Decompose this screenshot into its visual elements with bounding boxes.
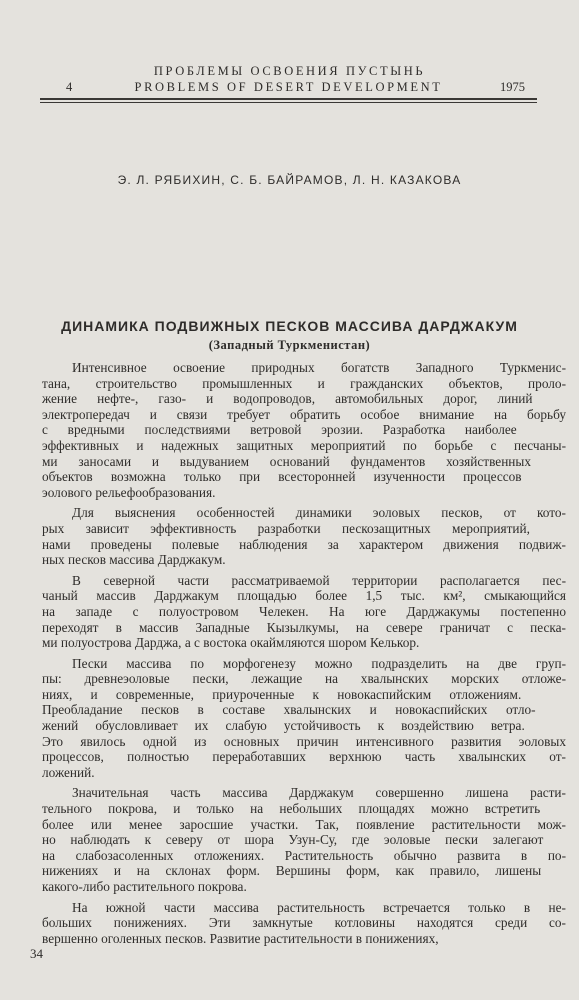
paragraph-line: жение нефте-, газо- и водопроводов, автомобильных дорог, линий — [42, 391, 533, 407]
paragraph-line: чаный массив Дарджакум площадью более 1,5 тыс. км², смыкающийся — [42, 588, 566, 604]
article-authors: Э. Л. РЯБИХИН, С. Б. БАЙРАМОВ, Л. Н. КАЗАКОВА — [117, 173, 462, 187]
paragraph-line: В северной части рассматриваемой территории располагается пес- — [72, 572, 567, 588]
paragraph-line: Для выяснения особенностей динамики эоловых песков, от кото- — [72, 505, 566, 521]
paragraph-line: процессов, полностью переработавших верхнюю часть хвалынских от- — [42, 749, 566, 765]
paragraph-line: ниях, и современные, приуроченные к новокаспийским отложениям. — [42, 686, 522, 702]
paragraph-line: Интенсивное освоение природных богатств Западного Туркменис- — [72, 360, 567, 375]
paragraph-line: рых зависит эффективность разработки пескозащитных мероприятий, — [42, 520, 530, 536]
header-rule-thick — [40, 98, 537, 100]
publication-year: 1975 — [500, 80, 525, 94]
paragraph-line: тана, строительство промышленных и гражданских объектов, проло- — [42, 375, 567, 391]
paragraph-line: эффективных и надежных защитных мероприятий по борьбе с песчаны- — [42, 437, 566, 453]
paragraph-line: объектов возможна только при всесторонней изученности процессов — [42, 469, 522, 485]
paragraph-line: ложений. — [42, 764, 95, 780]
paragraph-line: какого-либо растительного покрова. — [42, 879, 247, 894]
paragraph-line: эолового рельефообразования. — [42, 484, 216, 500]
paragraph-line: ми заносами и выдуванием оснований фундаментов хозяйственных — [42, 453, 532, 469]
paragraph-line: Это явилось одной из основных причин интенсивного развития эоловых — [42, 733, 566, 749]
paragraph-line: тельного покрова, и только на небольших площадях можно встретить — [42, 801, 541, 817]
article-body — [42, 360, 566, 946]
paragraph-line: Значительная часть массива Дарджакум совершенно лишена расти- — [72, 785, 566, 801]
paragraph-line: вершенно оголенных песков. Развитие растительности в понижениях, — [42, 930, 439, 946]
article-title: ДИНАМИКА ПОДВИЖНЫХ ПЕСКОВ МАССИВА ДАРДЖАКУМ — [61, 318, 518, 334]
paragraph-line: Преобладание песков в составе хвалынских и новокаспийских отло- — [42, 702, 536, 718]
issue-number: 4 — [66, 80, 73, 94]
paragraph-line: жений обусловливает их слабую устойчивость к воздействию ветра. — [42, 718, 525, 734]
article-subtitle: (Западный Туркменистан) — [208, 338, 371, 352]
paragraph-line: Пески массива по морфогенезу можно подразделить на две груп- — [72, 655, 567, 671]
paragraph-line: более или менее заросшие участки. Так, появление растительности мож- — [42, 816, 566, 832]
paragraph-line: ми полуострова Дарджа, а с востока окаймляются шором Келькор. — [42, 635, 420, 651]
paragraph-line: но наблюдать к северу от шора Узун-Су, где эоловые пески залегают — [42, 832, 544, 848]
paragraph-line: электропередач и связи требует обратить особое внимание на борьбу — [42, 406, 567, 422]
paragraph-line: больших понижениях. Эти замкнутые котловины находятся среди со- — [42, 915, 566, 931]
header-rule-thin — [40, 102, 537, 103]
paragraph-line: пы: древнеэоловые пески, лежащие на хвалынских морских отложе- — [42, 671, 567, 687]
running-header — [42, 80, 535, 96]
paragraph-line: нами проведены полевые наблюдения за характером движения подвиж- — [42, 536, 566, 552]
paragraph-line: с вредными последствиями ветровой эрозии. Разработка наиболее — [42, 422, 517, 438]
paragraph-line: ных песков массива Дарджакум. — [42, 552, 226, 568]
paragraph-line: переходят в массив Западные Кызылкумы, на севере граничат с песка- — [42, 619, 566, 635]
paragraph-line: на слабозасоленных отложениях. Растительность обычно развита в по- — [42, 847, 567, 863]
journal-title-english: PROBLEMS OF DESERT DEVELOPMENT — [134, 80, 443, 94]
paragraph-line: На южной части массива растительность встречается только в не- — [72, 899, 566, 915]
paragraph-line: на западе с полуостровом Челекен. На юге Дарджакумы постепенно — [42, 603, 566, 619]
journal-title-russian: ПРОБЛЕМЫ ОСВОЕНИЯ ПУСТЫНЬ — [153, 64, 426, 78]
page-number: 34 — [30, 946, 43, 961]
paragraph-line: нижениях и на склонах форм. Вершины форм, как правило, лишены — [42, 863, 542, 879]
